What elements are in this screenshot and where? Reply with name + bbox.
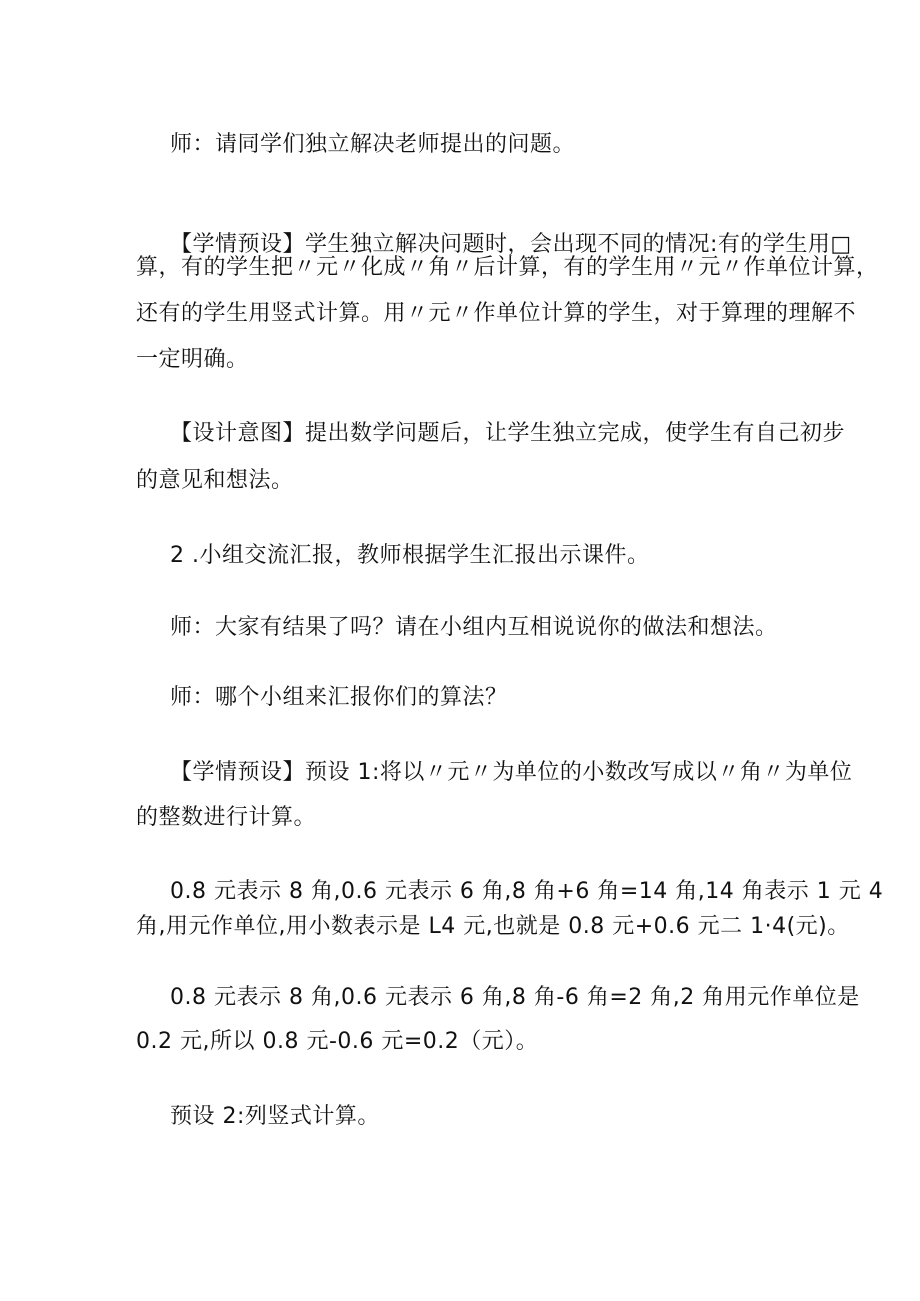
paragraph-teacher-question-results: 师：大家有结果了吗？请在小组内互相说说你的做法和想法。 [170,615,778,640]
paragraph-addition-line-2: 角,用元作单位,用小数表示是 L4 元,也就是 0.8 元+0.6 元二 1·4(元)。 [136,914,850,939]
paragraph-preset-2: 预设 2:列竖式计算。 [170,1104,380,1129]
paragraph-learning-preset-line-1: 【学情预设】学生独立解决问题时，会出现不同的情况:有的学生用□ [170,232,852,257]
paragraph-design-intent-line-1: 【设计意图】提出数学问题后，让学生独立完成，使学生有自己初步 [170,421,846,446]
paragraph-learning-preset-line-4: 一定明确。 [136,347,249,372]
paragraph-teacher-question-method: 师：哪个小组来汇报你们的算法？ [170,685,508,710]
paragraph-group-report: 2 .小组交流汇报，教师根据学生汇报出示课件。 [170,543,650,568]
paragraph-preset-1-line-1: 【学情预设】预设 1:将以〃元〃为单位的小数改写成以〃角〃为单位 [170,760,853,785]
paragraph-preset-1-line-2: 的整数进行计算。 [136,805,317,830]
paragraph-subtraction-line-1: 0.8 元表示 8 角,0.6 元表示 6 角,8 角-6 角=2 角,2 角用元作单位是 [170,985,860,1010]
paragraph-subtraction-line-2: 0.2 元,所以 0.8 元-0.6 元=0.2（元）。 [136,1029,539,1054]
paragraph-learning-preset-line-2: 算，有的学生把〃元〃化成〃角〃后计算，有的学生用〃元〃作单位计算， [136,255,879,280]
paragraph-learning-preset-line-3: 还有的学生用竖式计算。用〃元〃作单位计算的学生，对于算理的理解不 [136,301,857,326]
paragraph-addition-line-1: 0.8 元表示 8 角,0.6 元表示 6 角,8 角+6 角=14 角,14 角表示 1 元 4 [170,879,884,904]
paragraph-teacher-prompt-independent: 师：请同学们独立解决老师提出的问题。 [170,132,576,157]
paragraph-design-intent-line-2: 的意见和想法。 [136,468,294,493]
